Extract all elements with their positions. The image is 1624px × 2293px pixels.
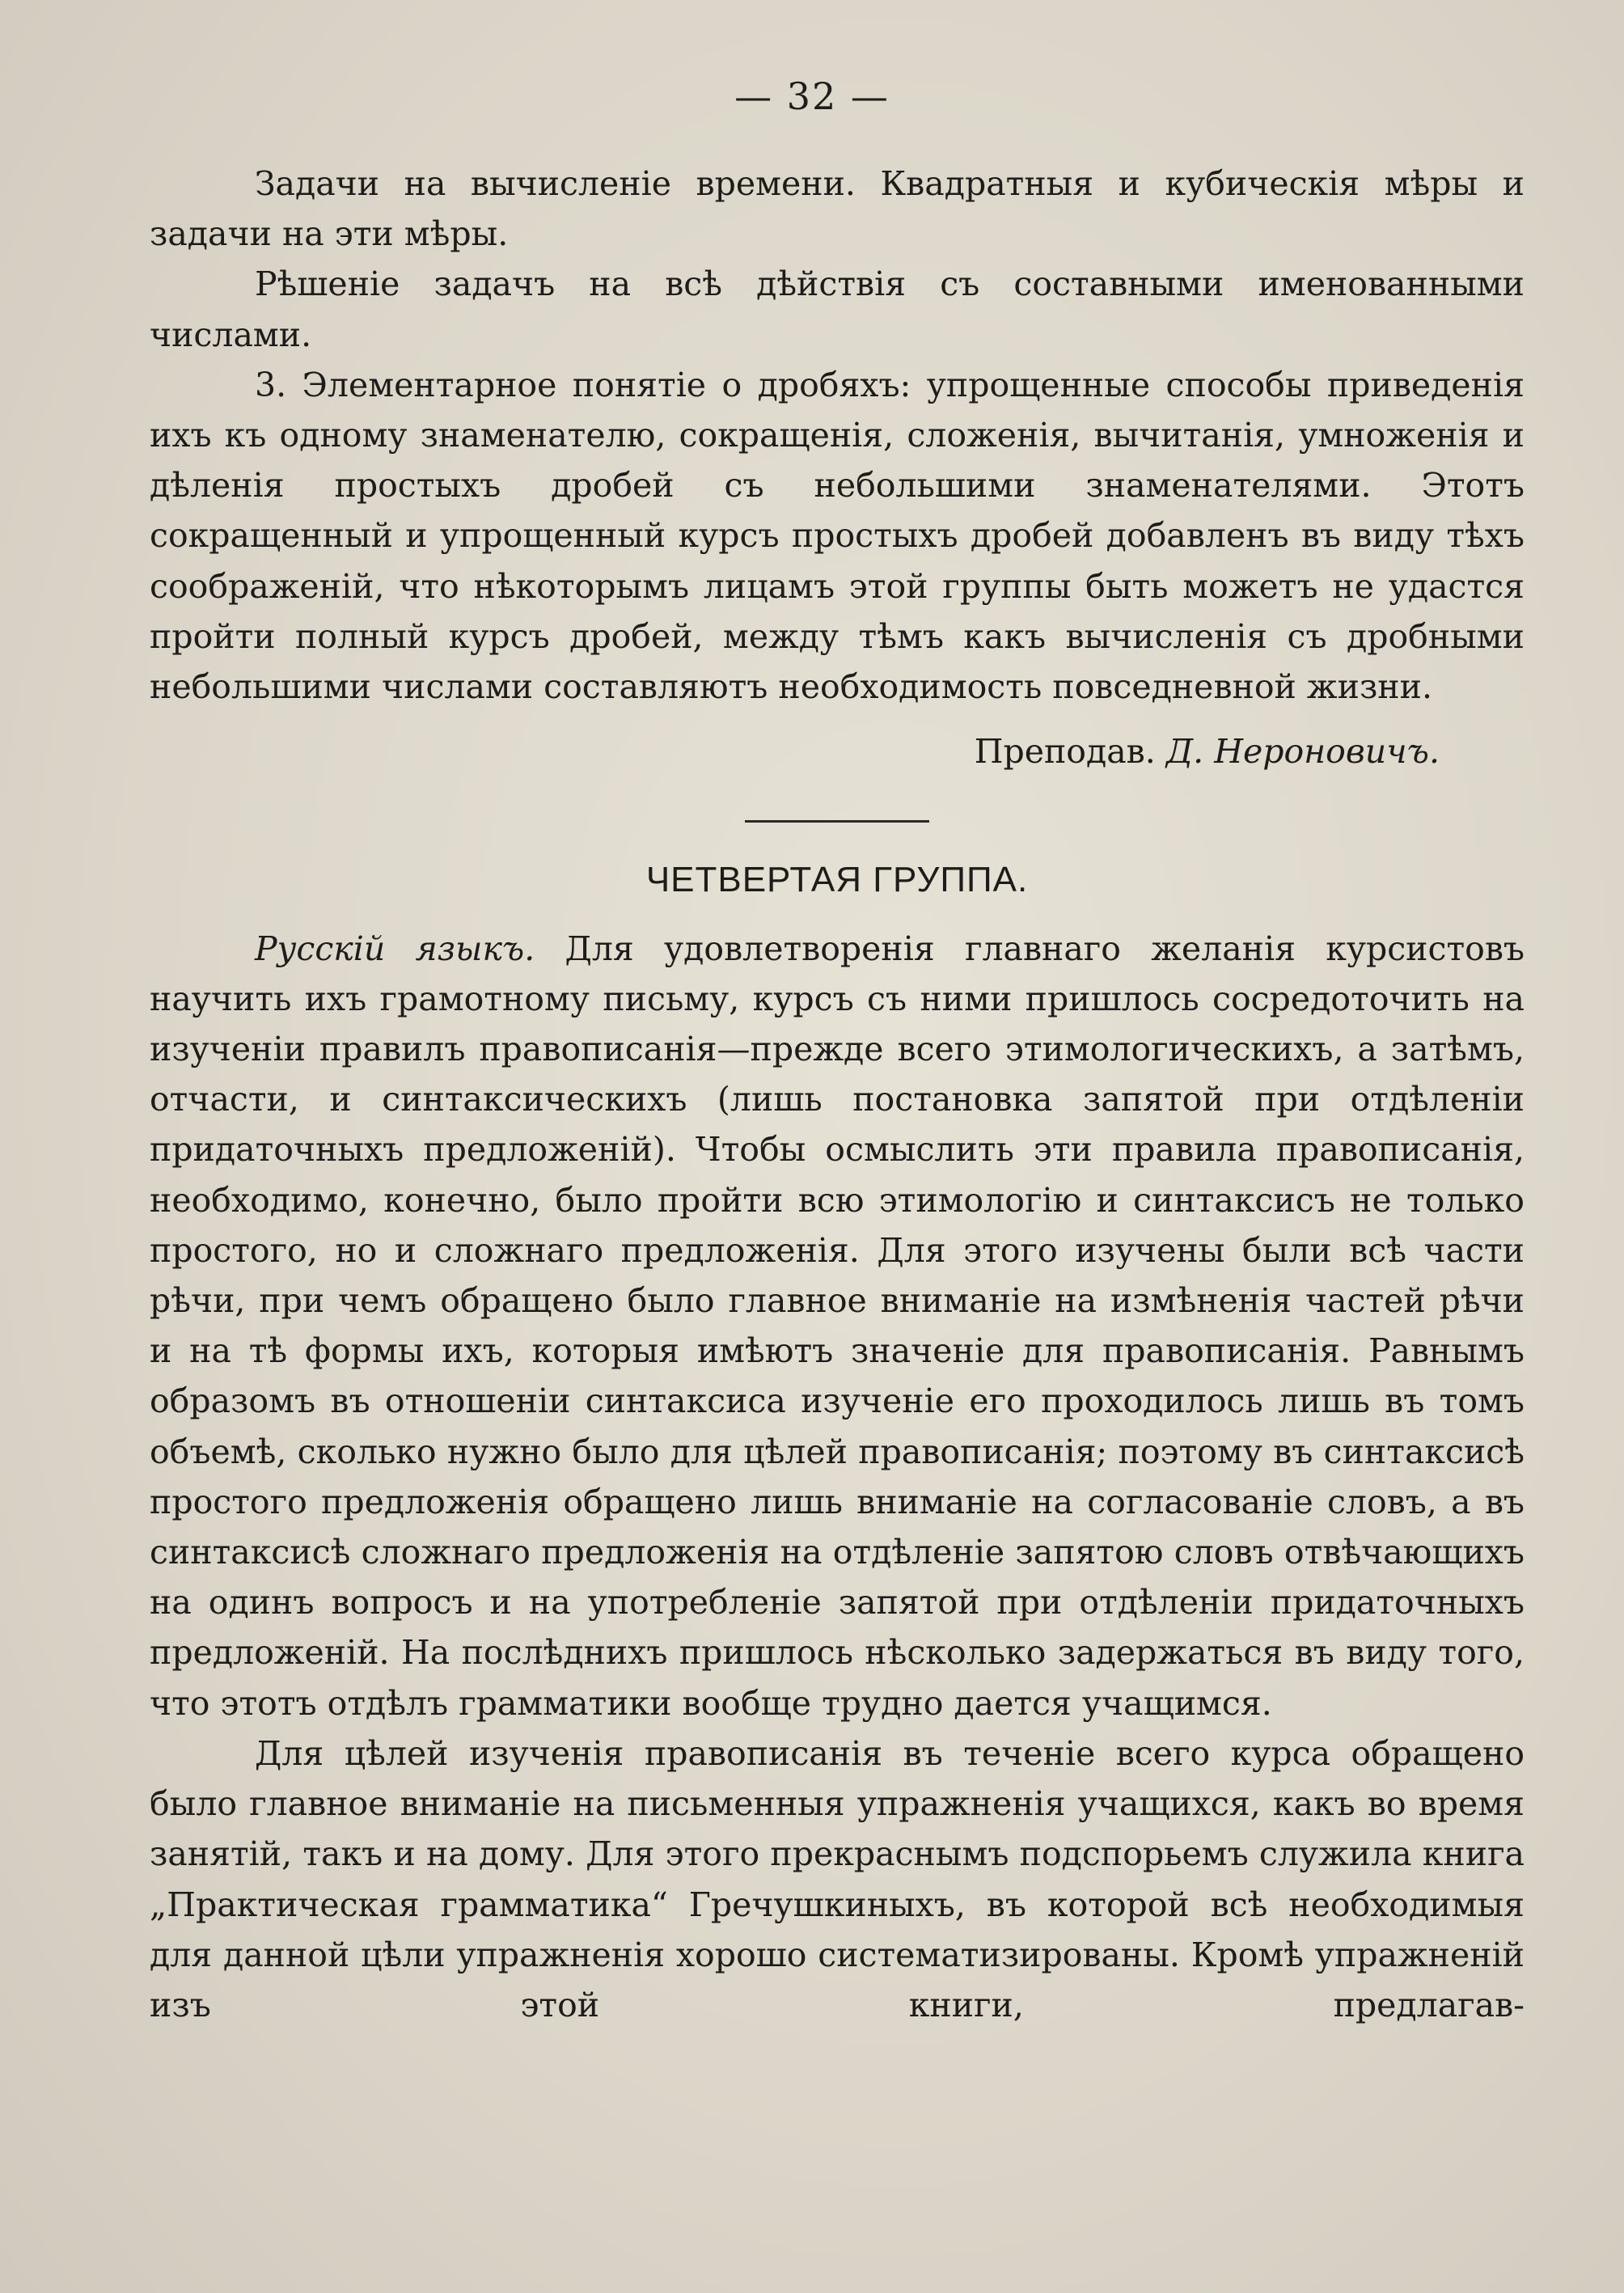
paragraph-time-problems: Задачи на вычисленіе времени. Квадратныя и кубическія мѣры и задачи на эти мѣры. bbox=[150, 164, 1525, 254]
paragraph-compound-numbers: Рѣшеніе задачъ на всѣ дѣйствія съ составными именованными числами. bbox=[150, 264, 1525, 354]
subject-label: Русскій языкъ. bbox=[255, 929, 535, 968]
section-divider bbox=[745, 820, 929, 823]
page-number: — 32 — bbox=[734, 74, 890, 118]
paragraph-fractions: 3. Элементарное понятіе о дробяхъ: упрощенные способы приведенія ихъ къ одному знаменателю, сокращенія, сложенія, вычитанія, умноженія и дѣленія простыхъ дробей съ небольшими знаменателями. Этотъ сокращенный и упрощенный курсъ простыхъ дробей добавленъ въ виду тѣхъ соображеній, что нѣкоторымъ лицамъ этой группы быть можетъ не удастся пройти полный курсъ дробей, между тѣмъ какъ вычисленія съ дробными небольшими числами составляютъ необходимость повседневной жизни. bbox=[150, 365, 1525, 707]
signature bbox=[150, 726, 1525, 776]
body-text bbox=[150, 159, 1525, 2030]
signature-prefix: Преподав. bbox=[974, 732, 1156, 772]
paragraph-russian-language bbox=[150, 924, 1525, 1728]
paragraph-written-exercises: Для цѣлей изученія правописанія въ теченіе всего курса обращено было главное вниманіе на письменныя упражненія учащихся, какъ во время занятій, такъ и на дому. Для этого прекраснымъ подспорьемъ служила книга „Практическая грамматика“ Гречушкиныхъ, въ которой всѣ необходимыя для данной цѣли упражненія хорошо систематизированы. Кромѣ упражненій изъ этой книги, предлагав- bbox=[150, 1733, 1525, 2024]
section-heading: ЧЕТВЕРТАЯ ГРУППА. bbox=[645, 860, 1029, 900]
signature-name: Д. Нероновичъ. bbox=[1165, 732, 1440, 772]
paragraph-russian-language-text: Для удовлетворенія главнаго желанія курсистовъ научить ихъ грамотному письму, курсъ съ ними пришлось сосредоточить на изученіи правилъ правописанія—прежде всего этимологическихъ, а затѣмъ, отчасти, и синтаксическихъ (лишь постановка запятой при отдѣленіи придаточныхъ предложеній). Чтобы осмыслить эти правила правописанія, необходимо, конечно, было пройти всю этимологію и синтаксисъ не только простого, но и сложнаго предложенія. Для этого изучены были всѣ части рѣчи, при чемъ обращено было главное вниманіе на измѣненія частей рѣчи и на тѣ формы ихъ, которыя имѣютъ значеніе для правописанія. Равнымъ образомъ въ отношеніи синтаксиса изученіе его проходилось лишь въ томъ объемѣ, сколько нужно было для цѣлей правописанія; поэтому въ синтаксисѣ простого предложенія обращено лишь вниманіе на согласованіе словъ, а въ синтаксисѣ сложнаго предложенія на отдѣленіе запятою словъ отвѣчающихъ на одинъ вопросъ и на употребленіе запятой при отдѣленіи придаточныхъ предложеній. На послѣднихъ пришлось нѣсколько задержаться въ виду того, что этотъ отдѣлъ грамматики вообще трудно дается учащимся. bbox=[150, 929, 1525, 1723]
